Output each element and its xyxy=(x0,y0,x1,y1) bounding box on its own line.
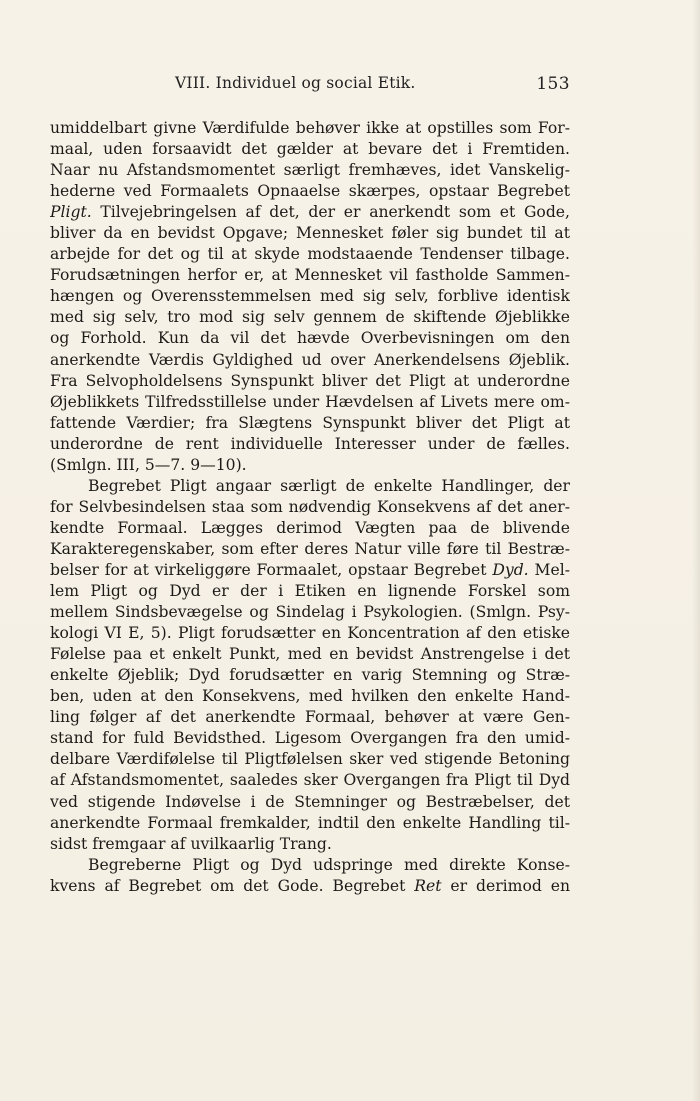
italic-term: Dyd. xyxy=(492,560,529,579)
text-line xyxy=(50,876,570,897)
body-text xyxy=(50,118,570,897)
text-line: Øjeblikkets Tilfredsstillelse under Hævdelsen af Livets mere om- xyxy=(50,392,570,411)
text-segment: er derimod en xyxy=(441,876,570,895)
text-segment: kvens af Begrebet om det Gode. Begrebet xyxy=(50,876,415,895)
text-line xyxy=(50,560,570,581)
text-line: lem Pligt og Dyd er der i Etiken en lignende Forskel som xyxy=(50,582,570,601)
text-line: for Selvbesindelsen staa som nødvendig Konsekvens af det aner- xyxy=(50,497,570,516)
text-line: kendte Formaal. Lægges derimod Vægten paa de blivende xyxy=(50,518,570,537)
text-segment: Tilvejebringelsen af det, der er anerkendt som et Gode, xyxy=(91,203,570,222)
text-line: og Forhold. Kun da vil det hævde Overbevisningen om den xyxy=(50,329,570,348)
text-line: Naar nu Afstandsmomentet særligt fremhæves, idet Vanskelig- xyxy=(50,161,570,180)
text-line: hængen og Overensstemmelsen med sig selv, forblive identisk xyxy=(50,287,570,306)
text-line: arbejde for det og til at skyde modstaaende Tendenser tilbage. xyxy=(50,245,570,264)
text-line: anerkendte Værdis Gyldighed ud over Anerkendelsens Øjeblik. xyxy=(50,350,570,369)
text-line: stand for fuld Bevidsthed. Ligesom Overgangen fra den umid- xyxy=(50,729,570,748)
running-header xyxy=(50,74,570,98)
page-edge-shadow xyxy=(692,0,700,1101)
text-line: maal, uden forsaavidt det gælder at bevare det i Fremtiden. xyxy=(50,140,570,159)
text-line: anerkendte Formaal fremkalder, indtil den enkelte Handling til- xyxy=(50,813,570,832)
text-segment: belser for at virkeliggøre Formaalet, opstaar Begrebet xyxy=(50,560,493,579)
text-line: underordne de rent individuelle Interesser under de fælles. xyxy=(50,434,570,453)
italic-term: Ret xyxy=(414,876,442,895)
text-line: Forudsætningen herfor er, at Mennesket vil fastholde Sammen- xyxy=(50,266,570,285)
text-line: Følelse paa et enkelt Punkt, med en bevidst Anstrengelse i det xyxy=(50,645,570,664)
text-line: sidst fremgaar af uvilkaarlig Trang. xyxy=(50,834,332,853)
text-line: af Afstandsmomentet, saaledes sker Overgangen fra Pligt til Dyd xyxy=(50,771,570,790)
text-line: Begreberne Pligt og Dyd udspringe med direkte Konse- xyxy=(88,855,570,874)
text-line xyxy=(50,202,570,223)
text-line: mellem Sindsbevægelse og Sindelag i Psykologien. (Smlgn. Psy- xyxy=(50,603,570,622)
text-line: umiddelbart givne Værdifulde behøver ikke at opstilles som For- xyxy=(50,119,570,137)
text-line: ling følger af det anerkendte Formaal, behøver at være Gen- xyxy=(50,708,570,727)
text-line: med sig selv, tro mod sig selv gennem de skiftende Øjeblikke xyxy=(50,308,570,327)
text-line: ved stigende Indøvelse i de Stemninger og Bestræbelser, det xyxy=(50,792,570,811)
text-line: Fra Selvopholdelsens Synspunkt bliver det Pligt at underordne xyxy=(50,371,570,390)
page-number: 153 xyxy=(536,74,570,94)
text-segment: Mel- xyxy=(528,560,570,579)
text-line: enkelte Øjeblik; Dyd forudsætter en varig Stemning og Stræ- xyxy=(50,666,570,685)
text-line: fattende Værdier; fra Slægtens Synspunkt bliver det Pligt at xyxy=(50,413,570,432)
text-line: bliver da en bevidst Opgave; Mennesket føler sig bundet til at xyxy=(50,224,570,243)
text-line: ben, uden at den Konsekvens, med hvilken den enkelte Hand- xyxy=(50,687,570,706)
chapter-title: VIII. Individuel og social Etik. xyxy=(175,74,416,92)
text-line: hederne ved Formaalets Opnaaelse skærpes, opstaar Begrebet xyxy=(50,182,570,201)
italic-term: Pligt. xyxy=(50,203,92,222)
text-line: (Smlgn. III, 5—7. 9—10). xyxy=(50,455,247,474)
text-line: kologi VI E, 5). Pligt forudsætter en Koncentration af den etiske xyxy=(50,624,570,643)
text-line: Karakteregenskaber, som efter deres Natur ville føre til Bestræ- xyxy=(50,539,570,558)
text-line: Begrebet Pligt angaar særligt de enkelte Handlinger, der xyxy=(88,476,570,495)
text-line: delbare Værdifølelse til Pligtfølelsen sker ved stigende Betoning xyxy=(50,750,570,769)
